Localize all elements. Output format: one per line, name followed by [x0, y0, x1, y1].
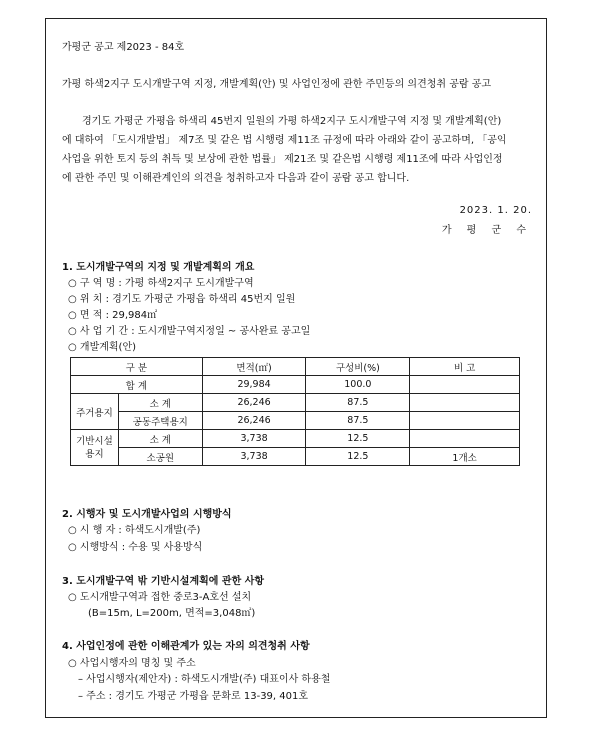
intro-line: 에 관한 주민 및 이해관계인의 의견을 청취하고자 다음과 같이 공람 공고 합니다.	[62, 173, 410, 184]
intro-line: 사업을 위한 토지 등의 취득 및 보상에 관한 법률」 제21조 및 같은법 시행령 제11조에 따라 사업인정	[62, 154, 503, 165]
section1-item: ○ 위 치 : 경기도 가평군 가평읍 하색리 45번지 일원	[68, 294, 296, 305]
intro-line: 경기도 가평군 가평읍 하색리 45번지 일원의 가평 하색2지구 도시개발구역 지정 및 개발계획(안)	[82, 116, 502, 127]
row-note: 1개소	[410, 448, 520, 466]
group-name-residential: 주거용지	[71, 394, 119, 430]
row-label: 소 계	[118, 430, 202, 448]
total-note	[410, 376, 520, 394]
notice-date: 2023. 1. 20.	[459, 205, 532, 216]
header-area: 면적(㎡)	[202, 358, 306, 376]
section1-heading: 1. 도시개발구역의 지정 및 개발계획의 개요	[62, 262, 255, 273]
section4-item: – 주소 : 경기도 가평군 가평읍 문화로 13-39, 401호	[78, 691, 309, 702]
header-ratio: 구성비(%)	[306, 358, 410, 376]
section2-item: ○ 시행방식 : 수용 및 사용방식	[68, 542, 203, 553]
row-ratio: 12.5	[306, 430, 410, 448]
section1-item: ○ 사 업 기 간 : 도시개발구역지정일 ~ 공사완료 공고일	[68, 326, 311, 337]
section3-item: ○ 도시개발구역과 접한 중로3-A호선 설치	[68, 592, 252, 603]
row-area: 3,738	[202, 430, 306, 448]
section2-heading: 2. 시행자 및 도시개발사업의 시행방식	[62, 509, 232, 520]
header-note: 비 고	[410, 358, 520, 376]
row-label: 소공원	[118, 448, 202, 466]
section3-heading: 3. 도시개발구역 밖 기반시설계획에 관한 사항	[62, 576, 265, 587]
section3-item: (B=15m, L=200m, 면적=3,048㎡)	[88, 608, 256, 619]
table-row	[71, 448, 520, 466]
intro-line: 에 대하여 「도시개발법」 제7조 및 같은 법 시행령 제11조 규정에 따라 아래와 같이 공고하며, 「공익	[62, 135, 507, 146]
row-area: 26,246	[202, 394, 306, 412]
intro-paragraph	[62, 112, 532, 188]
table-header-row	[71, 358, 520, 376]
total-area: 29,984	[202, 376, 306, 394]
row-label: 소 계	[118, 394, 202, 412]
row-area: 26,246	[202, 412, 306, 430]
row-label: 공동주택용지	[118, 412, 202, 430]
row-ratio: 12.5	[306, 448, 410, 466]
total-label: 합 계	[71, 376, 203, 394]
section1-item: ○ 면 적 : 29,984㎡	[68, 310, 158, 321]
section2-item: ○ 시 행 자 : 하색도시개발(주)	[68, 525, 201, 536]
notice-number: 가평군 공고 제2023 - 84호	[62, 42, 185, 53]
table-row	[71, 394, 520, 412]
section4-heading: 4. 사업인정에 관한 이해관계가 있는 자의 의견청취 사항	[62, 641, 310, 652]
row-note	[410, 394, 520, 412]
row-ratio: 87.5	[306, 412, 410, 430]
table-row	[71, 430, 520, 448]
table-row-total	[71, 376, 520, 394]
row-note	[410, 430, 520, 448]
row-note	[410, 412, 520, 430]
group-name-infrastructure: 기반시설 용지	[71, 430, 119, 466]
section1-item: ○ 구 역 명 : 가평 하색2지구 도시개발구역	[68, 278, 254, 289]
table-row	[71, 412, 520, 430]
section4-item: ○ 사업시행자의 명칭 및 주소	[68, 658, 196, 669]
section4-item: – 사업시행자(제안자) : 하색도시개발(주) 대표이사 하용철	[78, 674, 331, 685]
header-category: 구 분	[71, 358, 203, 376]
total-ratio: 100.0	[306, 376, 410, 394]
notice-title: 가평 하색2지구 도시개발구역 지정, 개발계획(안) 및 사업인정에 관한 주민등의 의견청취 공람 공고	[62, 79, 492, 90]
section1-item: ○ 개발계획(안)	[68, 342, 137, 353]
issuer-name: 가 평 군 수	[441, 225, 532, 236]
row-area: 3,738	[202, 448, 306, 466]
development-plan-table	[70, 357, 520, 466]
row-ratio: 87.5	[306, 394, 410, 412]
